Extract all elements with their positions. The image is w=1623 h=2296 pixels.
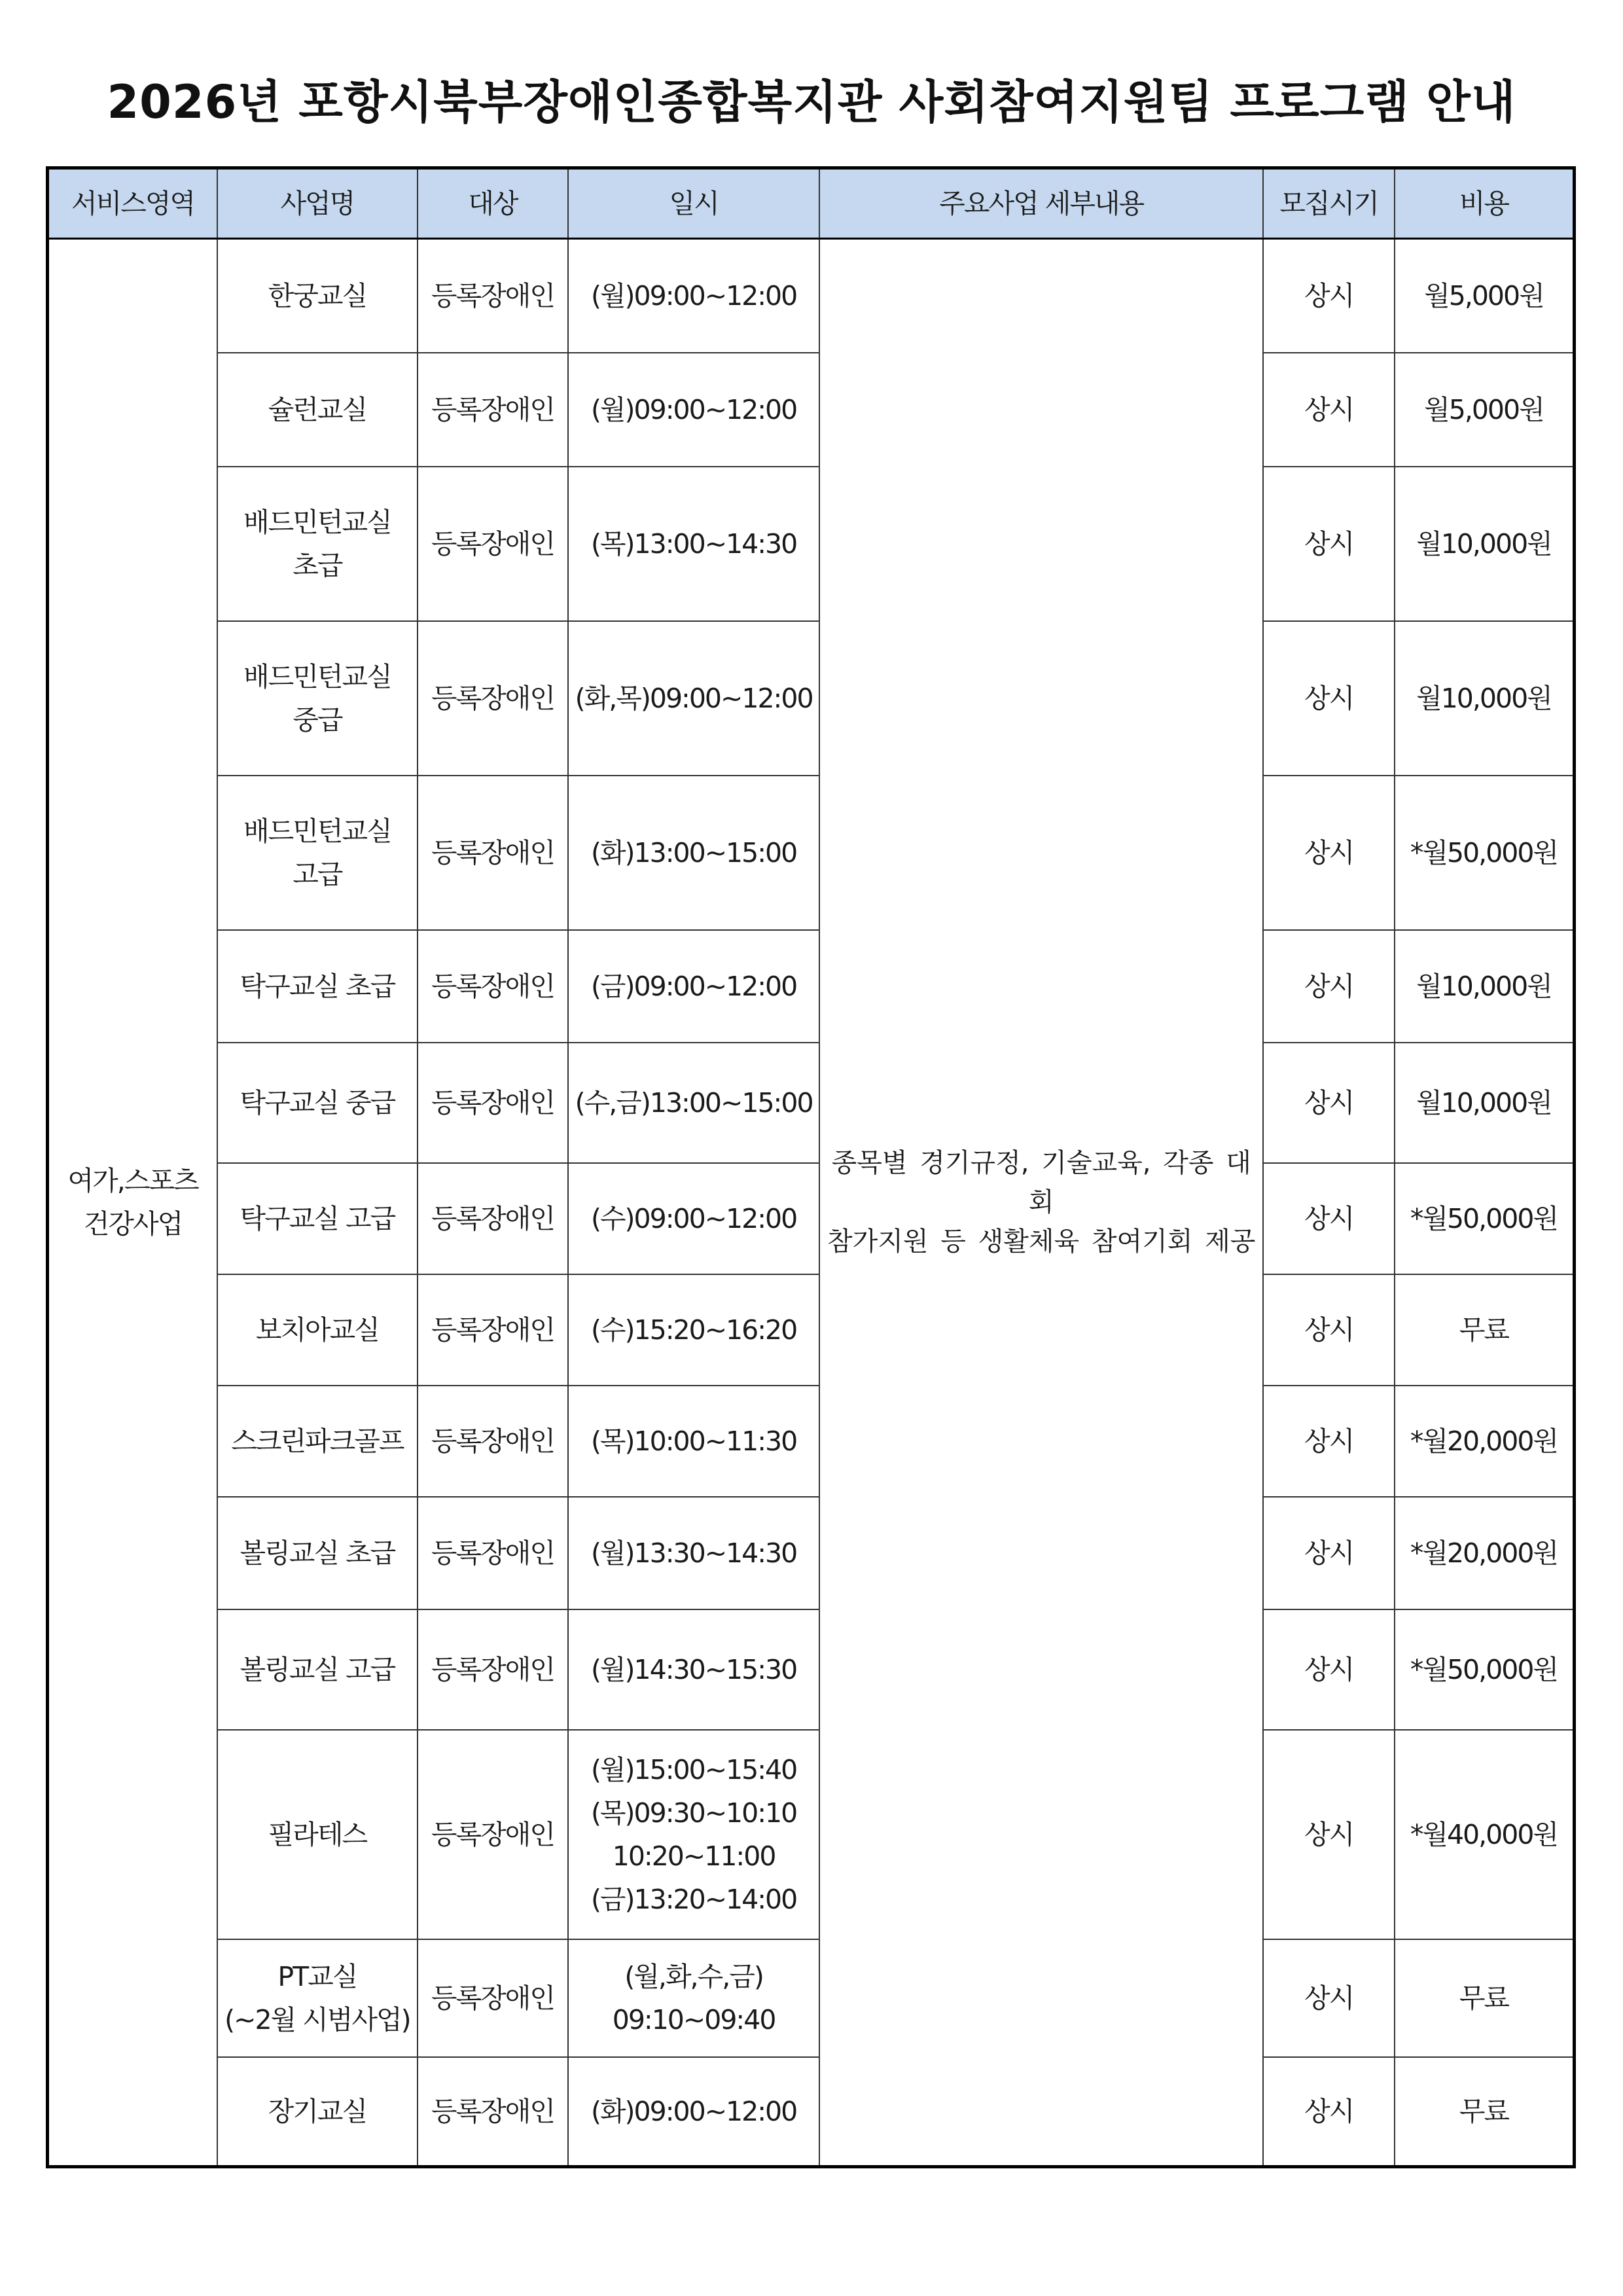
schedule-cell: (화)09:00~12:00	[568, 2057, 819, 2167]
cost-cell: 월5,000원	[1395, 353, 1575, 467]
schedule-cell: (월)09:00~12:00	[568, 239, 819, 353]
target-cell: 등록장애인	[418, 1386, 568, 1497]
cost-cell: *월50,000원	[1395, 776, 1575, 930]
table-row	[48, 776, 1575, 930]
schedule-cell: (수)15:20~16:20	[568, 1274, 819, 1386]
cost-cell: 월5,000원	[1395, 239, 1575, 353]
cost-cell: 무료	[1395, 2057, 1575, 2167]
target-cell: 등록장애인	[418, 776, 568, 930]
service-area-cell: 여가,스포츠 건강사업	[48, 239, 218, 2167]
schedule-cell: (월)15:00~15:40 (목)09:30~10:10 10:20~11:00 (금)13:20~14:00	[568, 1730, 819, 1939]
table-row	[48, 1386, 1575, 1497]
schedule-cell: (월)14:30~15:30	[568, 1609, 819, 1730]
schedule-cell: (월)13:30~14:30	[568, 1497, 819, 1609]
table-row	[48, 1730, 1575, 1939]
column-header-program-name: 사업명	[217, 168, 418, 239]
schedule-cell: (화,목)09:00~12:00	[568, 621, 819, 776]
program-name-cell: 탁구교실 중급	[217, 1043, 418, 1163]
cost-cell: 월10,000원	[1395, 930, 1575, 1043]
table-row	[48, 1274, 1575, 1386]
recruitment-cell: 상시	[1263, 930, 1394, 1043]
program-name-cell: 배드민턴교실 고급	[217, 776, 418, 930]
table-row	[48, 930, 1575, 1043]
cost-cell: 월10,000원	[1395, 467, 1575, 621]
page-title: 2026년 포항시북부장애인종합복지관 사회참여지원팀 프로그램 안내	[107, 75, 1516, 129]
column-header-cost: 비용	[1395, 168, 1575, 239]
cost-cell: 무료	[1395, 1939, 1575, 2057]
target-cell: 등록장애인	[418, 2057, 568, 2167]
table-row	[48, 1939, 1575, 2057]
table-row	[48, 239, 1575, 353]
target-cell: 등록장애인	[418, 1043, 568, 1163]
recruitment-cell: 상시	[1263, 1386, 1394, 1497]
column-header-target: 대상	[418, 168, 568, 239]
program-name-cell: 볼링교실 고급	[217, 1609, 418, 1730]
recruitment-cell: 상시	[1263, 1274, 1394, 1386]
program-table-container	[46, 166, 1576, 2168]
schedule-cell: (월)09:00~12:00	[568, 353, 819, 467]
program-name-cell: 슐런교실	[217, 353, 418, 467]
recruitment-cell: 상시	[1263, 1043, 1394, 1163]
program-name-cell: 탁구교실 고급	[217, 1163, 418, 1274]
recruitment-cell: 상시	[1263, 467, 1394, 621]
column-header-details: 주요사업 세부내용	[819, 168, 1263, 239]
schedule-cell: (수,금)13:00~15:00	[568, 1043, 819, 1163]
program-name-cell: PT교실 (~2월 시범사업)	[217, 1939, 418, 2057]
target-cell: 등록장애인	[418, 353, 568, 467]
program-name-cell: 배드민턴교실 중급	[217, 621, 418, 776]
schedule-cell: (수)09:00~12:00	[568, 1163, 819, 1274]
column-header-recruitment: 모집시기	[1263, 168, 1394, 239]
target-cell: 등록장애인	[418, 1274, 568, 1386]
program-name-cell: 탁구교실 초급	[217, 930, 418, 1043]
program-table	[46, 166, 1576, 2168]
cost-cell: *월50,000원	[1395, 1609, 1575, 1730]
program-name-cell: 보치아교실	[217, 1274, 418, 1386]
column-header-service-area: 서비스영역	[48, 168, 218, 239]
details-cell: 종목별 경기규정, 기술교육, 각종 대회 참가지원 등 생활체육 참여기회 제공	[819, 239, 1263, 2167]
program-name-cell: 한궁교실	[217, 239, 418, 353]
recruitment-cell: 상시	[1263, 353, 1394, 467]
column-header-schedule: 일시	[568, 168, 819, 239]
table-row	[48, 467, 1575, 621]
cost-cell: *월20,000원	[1395, 1497, 1575, 1609]
cost-cell: 무료	[1395, 1274, 1575, 1386]
program-name-cell: 스크린파크골프	[217, 1386, 418, 1497]
schedule-cell: (월,화,수,금) 09:10~09:40	[568, 1939, 819, 2057]
cost-cell: *월50,000원	[1395, 1163, 1575, 1274]
table-row	[48, 1043, 1575, 1163]
schedule-cell: (목)13:00~14:30	[568, 467, 819, 621]
recruitment-cell: 상시	[1263, 1609, 1394, 1730]
program-name-cell: 필라테스	[217, 1730, 418, 1939]
recruitment-cell: 상시	[1263, 1939, 1394, 2057]
schedule-cell: (화)13:00~15:00	[568, 776, 819, 930]
program-name-cell: 배드민턴교실 초급	[217, 467, 418, 621]
schedule-cell: (목)10:00~11:30	[568, 1386, 819, 1497]
target-cell: 등록장애인	[418, 1497, 568, 1609]
target-cell: 등록장애인	[418, 1609, 568, 1730]
recruitment-cell: 상시	[1263, 1497, 1394, 1609]
target-cell: 등록장애인	[418, 1163, 568, 1274]
recruitment-cell: 상시	[1263, 239, 1394, 353]
recruitment-cell: 상시	[1263, 2057, 1394, 2167]
recruitment-cell: 상시	[1263, 776, 1394, 930]
cost-cell: *월40,000원	[1395, 1730, 1575, 1939]
recruitment-cell: 상시	[1263, 1730, 1394, 1939]
table-row	[48, 621, 1575, 776]
schedule-cell: (금)09:00~12:00	[568, 930, 819, 1043]
target-cell: 등록장애인	[418, 467, 568, 621]
table-row	[48, 1609, 1575, 1730]
recruitment-cell: 상시	[1263, 621, 1394, 776]
cost-cell: 월10,000원	[1395, 1043, 1575, 1163]
cost-cell: 월10,000원	[1395, 621, 1575, 776]
table-row	[48, 1163, 1575, 1274]
table-row	[48, 353, 1575, 467]
target-cell: 등록장애인	[418, 1730, 568, 1939]
target-cell: 등록장애인	[418, 239, 568, 353]
cost-cell: *월20,000원	[1395, 1386, 1575, 1497]
table-row	[48, 2057, 1575, 2167]
table-row	[48, 1497, 1575, 1609]
program-name-cell: 볼링교실 초급	[217, 1497, 418, 1609]
recruitment-cell: 상시	[1263, 1163, 1394, 1274]
target-cell: 등록장애인	[418, 1939, 568, 2057]
target-cell: 등록장애인	[418, 930, 568, 1043]
target-cell: 등록장애인	[418, 621, 568, 776]
table-header-row	[48, 168, 1575, 239]
program-name-cell: 장기교실	[217, 2057, 418, 2167]
